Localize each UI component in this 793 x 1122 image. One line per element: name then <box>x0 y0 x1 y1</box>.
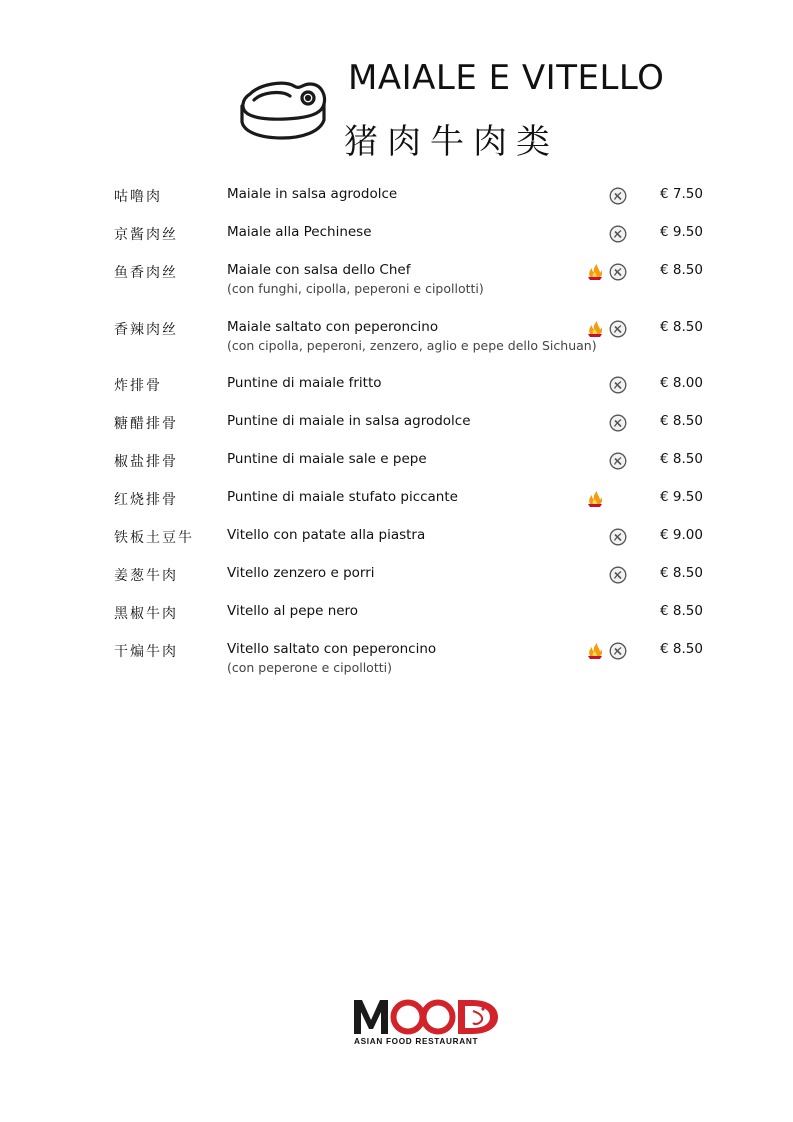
crossed-circle-icon <box>609 566 627 584</box>
dish-description: (con funghi, cipolla, peperoni e cipollotti) <box>227 281 484 296</box>
dish-description: (con cipolla, peperoni, zenzero, aglio e pepe dello Sichuan) <box>227 338 597 353</box>
dish-name-chinese: 铁板土豆牛 <box>114 530 194 546</box>
dish-name-chinese: 红烧排骨 <box>114 492 178 508</box>
dish-price: € 7.50 <box>660 186 703 202</box>
fire-icon <box>586 642 604 660</box>
dish-price: € 8.50 <box>660 565 703 581</box>
dish-name-italian: Puntine di maiale stufato piccante <box>227 489 458 505</box>
dish-price: € 8.50 <box>660 319 703 335</box>
dish-price: € 8.00 <box>660 375 703 391</box>
dish-name-italian: Puntine di maiale fritto <box>227 375 382 391</box>
dish-name-chinese: 京酱肉丝 <box>114 227 178 243</box>
dish-name-italian: Puntine di maiale sale e pepe <box>227 451 427 467</box>
dish-name-italian: Puntine di maiale in salsa agrodolce <box>227 413 471 429</box>
dish-description: (con peperone e cipollotti) <box>227 660 392 675</box>
dish-price: € 8.50 <box>660 641 703 657</box>
crossed-circle-icon <box>609 528 627 546</box>
dish-price: € 8.50 <box>660 413 703 429</box>
fire-icon <box>586 490 604 508</box>
dish-name-italian: Maiale saltato con peperoncino <box>227 319 439 335</box>
crossed-circle-icon <box>609 320 627 338</box>
mood-logo-wordmark <box>352 996 500 1036</box>
dish-name-italian: Maiale in salsa agrodolce <box>227 186 398 202</box>
dish-name-chinese: 鱼香肉丝 <box>114 265 178 281</box>
dish-name-chinese: 糖醋排骨 <box>114 416 178 432</box>
page-title-chinese: 猪肉牛肉类 <box>344 122 559 162</box>
dish-price: € 9.50 <box>660 224 703 240</box>
fire-icon <box>586 263 604 281</box>
dish-name-italian: Maiale con salsa dello Chef <box>227 262 411 278</box>
page-title: MAIALE E VITELLO <box>348 58 665 98</box>
crossed-circle-icon <box>609 642 627 660</box>
dish-name-italian: Vitello zenzero e porri <box>227 565 375 581</box>
dish-name-chinese: 姜葱牛肉 <box>114 568 178 584</box>
crossed-circle-icon <box>609 376 627 394</box>
dish-name-italian: Maiale alla Pechinese <box>227 224 372 240</box>
dish-price: € 8.50 <box>660 262 703 278</box>
dish-name-chinese: 炸排骨 <box>114 378 162 394</box>
dish-name-chinese: 椒盐排骨 <box>114 454 178 470</box>
crossed-circle-icon <box>609 263 627 281</box>
mood-logo-tagline: ASIAN FOOD RESTAURANT <box>354 1037 479 1046</box>
dish-name-chinese: 干煸牛肉 <box>114 644 178 660</box>
crossed-circle-icon <box>609 452 627 470</box>
crossed-circle-icon <box>609 187 627 205</box>
mood-logo <box>352 996 500 1052</box>
dish-name-italian: Vitello saltato con peperoncino <box>227 641 437 657</box>
dish-price: € 8.50 <box>660 451 703 467</box>
fire-icon <box>586 320 604 338</box>
crossed-circle-icon <box>609 225 627 243</box>
dish-name-chinese: 香辣肉丝 <box>114 322 178 338</box>
dish-price: € 9.50 <box>660 489 703 505</box>
dish-name-italian: Vitello con patate alla piastra <box>227 527 426 543</box>
dish-price: € 8.50 <box>660 603 703 619</box>
dish-name-italian: Vitello al pepe nero <box>227 603 359 619</box>
dish-name-chinese: 咕噜肉 <box>114 189 162 205</box>
dish-name-chinese: 黑椒牛肉 <box>114 606 178 622</box>
crossed-circle-icon <box>609 414 627 432</box>
dish-price: € 9.00 <box>660 527 703 543</box>
